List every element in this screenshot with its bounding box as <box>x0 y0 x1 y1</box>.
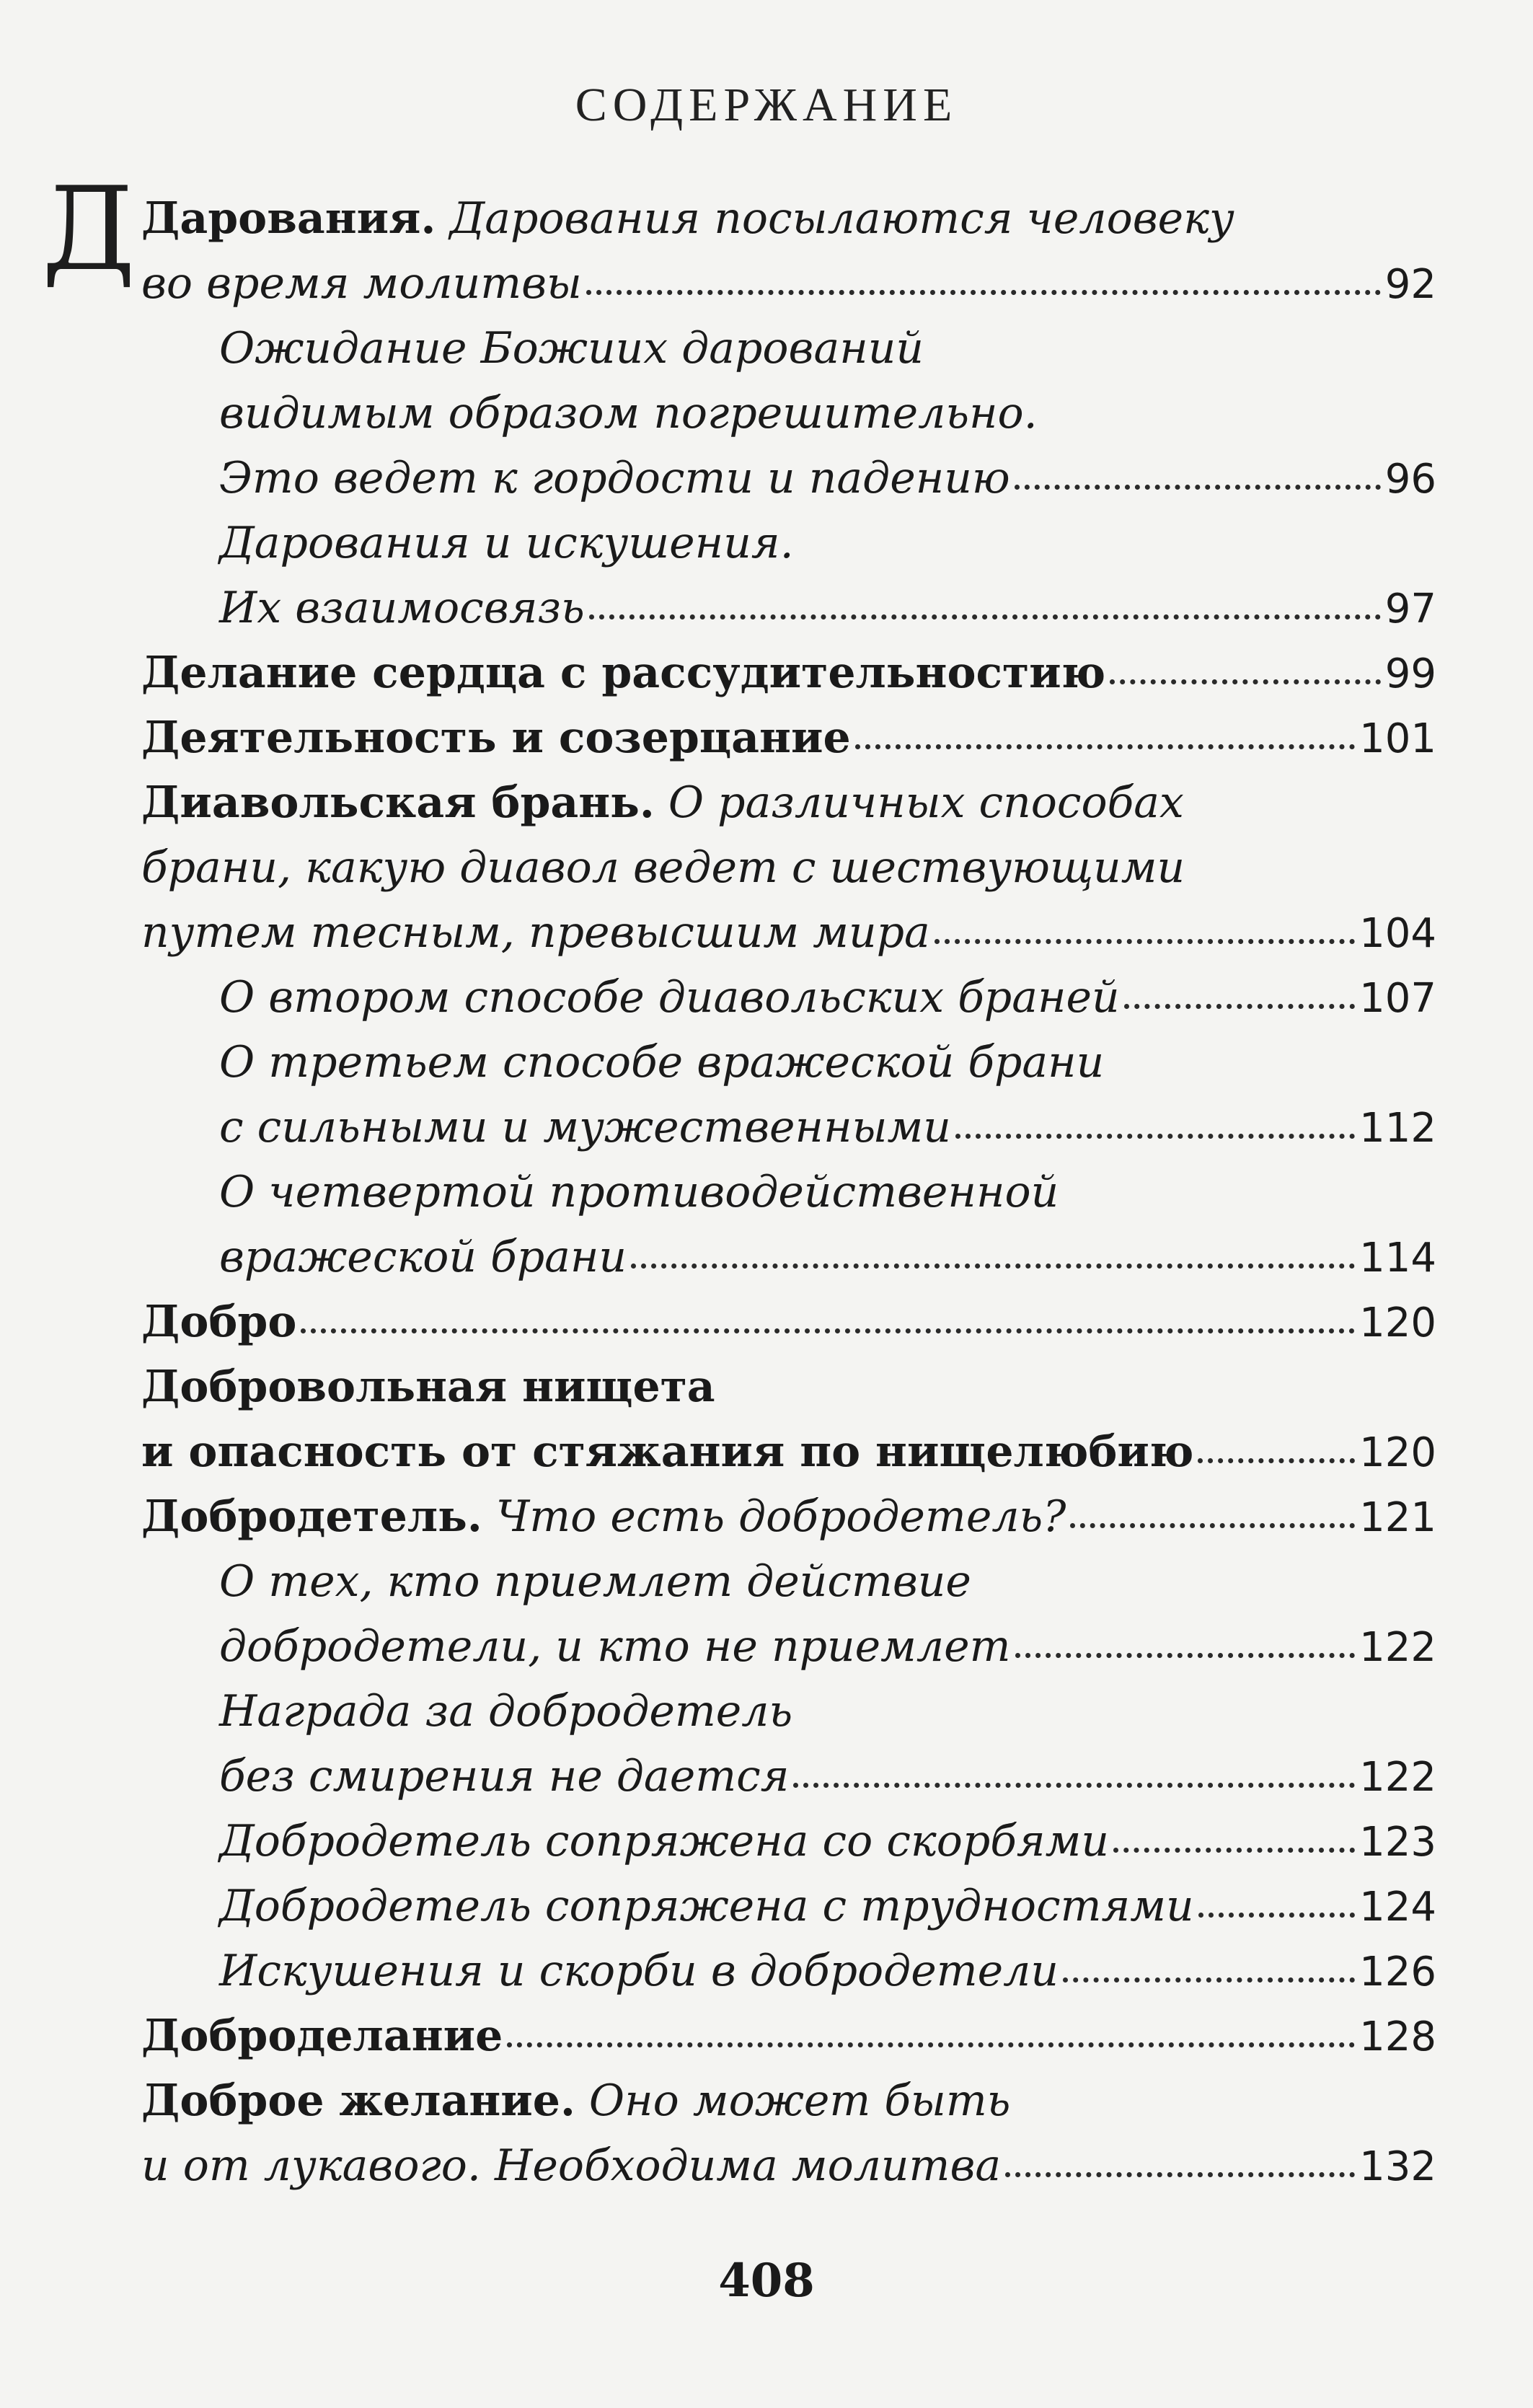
page-title: СОДЕРЖАНИЕ <box>575 79 958 131</box>
toc-page-number: 114 <box>1359 1235 1436 1282</box>
toc-subheading: видимым образом погрешительно. <box>219 388 1038 438</box>
drop-cap-letter: Д <box>42 162 136 296</box>
toc-line-text <box>219 1939 1059 2003</box>
dot-leader <box>631 1263 1355 1269</box>
toc-page-number: 112 <box>1359 1105 1436 1152</box>
toc-line <box>141 2003 1436 2068</box>
toc-line <box>141 575 1436 640</box>
dot-leader <box>1063 1977 1355 1983</box>
toc-subheading: Что есть добродетель? <box>482 1491 1066 1542</box>
toc-line <box>141 1874 1436 1939</box>
toc-line-text <box>219 1679 792 1744</box>
toc-line-text <box>219 1614 1011 1679</box>
toc-line-text <box>219 511 794 575</box>
toc-line-text <box>141 251 582 316</box>
dot-leader <box>935 939 1355 944</box>
toc-heading: Доброе желание. <box>141 2076 575 2126</box>
dot-leader <box>301 1328 1355 1333</box>
toc-line <box>141 1939 1436 2003</box>
page-number: 408 <box>718 2254 815 2308</box>
toc-line <box>141 2133 1436 2198</box>
toc-subheading: О различных способах <box>654 777 1184 828</box>
toc-line-text <box>219 1030 1104 1095</box>
toc-subheading: О втором способе диавольских браней <box>219 972 1120 1023</box>
toc-subheading: путем тесным, превысшим мира <box>141 907 930 958</box>
dot-leader <box>955 1134 1355 1139</box>
toc-page-number: 101 <box>1359 715 1436 762</box>
toc-line-text <box>219 381 1038 446</box>
toc-line <box>141 316 1436 381</box>
dot-leader <box>1124 1004 1355 1009</box>
toc-line <box>141 770 1436 835</box>
toc-line <box>141 900 1436 965</box>
toc-line-text <box>141 2133 1001 2198</box>
toc-line-text <box>219 1095 951 1160</box>
toc-line-text <box>141 640 1105 705</box>
toc-page-number: 107 <box>1359 975 1436 1022</box>
toc-page-number: 121 <box>1359 1494 1436 1541</box>
toc-page-number: 96 <box>1384 456 1436 503</box>
toc-heading: Добро <box>141 1297 297 1347</box>
toc-heading: Добровольная нищета <box>141 1362 715 1412</box>
toc-line-text <box>141 2068 1010 2133</box>
toc-heading: Делание сердца с рассудительностию <box>141 648 1106 698</box>
toc-line-text <box>141 1419 1193 1484</box>
toc-line <box>141 1419 1436 1484</box>
toc-line-text <box>141 900 930 965</box>
dot-leader <box>1198 1913 1356 1918</box>
toc-subheading: Оно может быть <box>575 2076 1011 2126</box>
toc-line-text <box>219 1744 789 1809</box>
dot-leader <box>793 1783 1355 1788</box>
toc-line <box>141 705 1436 770</box>
dot-leader <box>1015 1653 1356 1658</box>
toc-line-text <box>219 1549 971 1614</box>
toc-line <box>141 1679 1436 1744</box>
toc-line <box>141 186 1436 251</box>
toc-page-number: 104 <box>1359 910 1436 957</box>
toc-subheading: без смирения не дается <box>219 1751 790 1801</box>
toc-subheading: Награда за добродетель <box>219 1686 793 1737</box>
toc-page-number: 122 <box>1359 1754 1436 1801</box>
toc-subheading: добродетели, и кто не приемлет <box>219 1621 1011 1672</box>
toc-subheading: вражеской брани <box>219 1232 627 1282</box>
toc-line-text <box>141 705 851 770</box>
toc-line <box>141 251 1436 316</box>
toc-line <box>141 446 1436 511</box>
toc-line-text <box>219 1160 1059 1225</box>
toc-line <box>141 1354 1436 1419</box>
toc-line-text <box>219 1225 627 1289</box>
toc-page-number: 126 <box>1359 1949 1436 1995</box>
toc-line <box>141 835 1436 900</box>
toc-line-text <box>219 316 924 381</box>
dot-leader <box>1198 1458 1355 1463</box>
toc-subheading: Искушения и скорби в добродетели <box>219 1946 1059 1996</box>
toc-line-text <box>141 770 1184 835</box>
toc-line <box>141 1160 1436 1225</box>
toc-page-number: 122 <box>1359 1624 1436 1671</box>
toc-line-text <box>219 446 1010 511</box>
toc-subheading: О тех, кто приемлет действие <box>219 1556 971 1607</box>
toc-page-number: 120 <box>1359 1300 1436 1346</box>
toc-page-number: 123 <box>1359 1819 1436 1866</box>
toc-heading: Деятельность и созерцание <box>141 713 851 763</box>
toc-line <box>141 1225 1436 1289</box>
toc-line-text <box>219 1809 1109 1874</box>
toc-line <box>141 1614 1436 1679</box>
toc-line-text <box>141 1354 715 1419</box>
toc-page-number: 124 <box>1359 1884 1436 1931</box>
toc-heading: и опасность от стяжания по нищелюбию <box>141 1426 1194 1477</box>
toc-line <box>141 1484 1436 1549</box>
toc-line-text <box>141 1289 296 1354</box>
dot-leader <box>1070 1523 1355 1528</box>
toc-subheading: Это ведет к гордости и падению <box>219 453 1010 503</box>
toc-line <box>141 965 1436 1030</box>
toc-line <box>141 1549 1436 1614</box>
dot-leader <box>589 614 1381 619</box>
toc-page-number: 132 <box>1359 2143 1436 2190</box>
toc-page-number: 128 <box>1359 2014 1436 2060</box>
toc-subheading: во время молитвы <box>141 258 582 309</box>
dot-leader <box>855 744 1355 749</box>
toc-line-text <box>219 1874 1194 1939</box>
toc-page-number: 97 <box>1384 586 1436 632</box>
table-of-contents <box>141 186 1436 2198</box>
toc-line-text <box>141 1484 1066 1549</box>
toc-subheading: О четвертой противодейственной <box>219 1167 1059 1217</box>
toc-line <box>141 640 1436 705</box>
toc-heading: Добродетель. <box>141 1491 482 1542</box>
dot-leader <box>1015 485 1381 490</box>
toc-heading: Дарования. <box>141 193 436 244</box>
toc-subheading: с сильными и мужественными <box>219 1102 951 1152</box>
toc-subheading: Дарования и искушения. <box>219 518 794 568</box>
toc-line <box>141 381 1436 446</box>
toc-page-number: 92 <box>1384 261 1436 308</box>
toc-line-text <box>141 186 1234 251</box>
toc-subheading: Их взаимосвязь <box>219 583 585 633</box>
toc-subheading: Добродетель сопряжена с трудностями <box>219 1881 1194 1931</box>
toc-line-text <box>141 2003 503 2068</box>
toc-subheading: Ожидание Божиих дарований <box>219 323 924 374</box>
toc-subheading: О третьем способе вражеской брани <box>219 1037 1105 1088</box>
toc-page-number: 99 <box>1384 650 1436 697</box>
toc-heading: Доброделание <box>141 2011 503 2061</box>
toc-line <box>141 1030 1436 1095</box>
toc-heading: Диавольская брань. <box>141 777 655 828</box>
toc-subheading: брани, какую диавол ведет с шествующими <box>141 842 1185 893</box>
toc-line <box>141 2068 1436 2133</box>
toc-subheading: Добродетель сопряжена со скорбями <box>219 1816 1110 1866</box>
toc-line <box>141 511 1436 575</box>
dot-leader <box>507 2042 1355 2047</box>
toc-line <box>141 1095 1436 1160</box>
dot-leader <box>1113 1848 1355 1853</box>
dot-leader <box>1005 2172 1355 2177</box>
toc-subheading: и от лукавого. Необходима молитва <box>141 2140 1002 2191</box>
toc-line-text <box>219 575 585 640</box>
toc-line <box>141 1809 1436 1874</box>
toc-page-number: 120 <box>1359 1429 1436 1476</box>
toc-subheading: Дарования посылаются человеку <box>436 193 1234 244</box>
dot-leader <box>1110 679 1381 684</box>
toc-line-text <box>141 835 1185 900</box>
toc-line-text <box>219 965 1120 1030</box>
dot-leader <box>586 290 1381 295</box>
toc-line <box>141 1289 1436 1354</box>
toc-line <box>141 1744 1436 1809</box>
